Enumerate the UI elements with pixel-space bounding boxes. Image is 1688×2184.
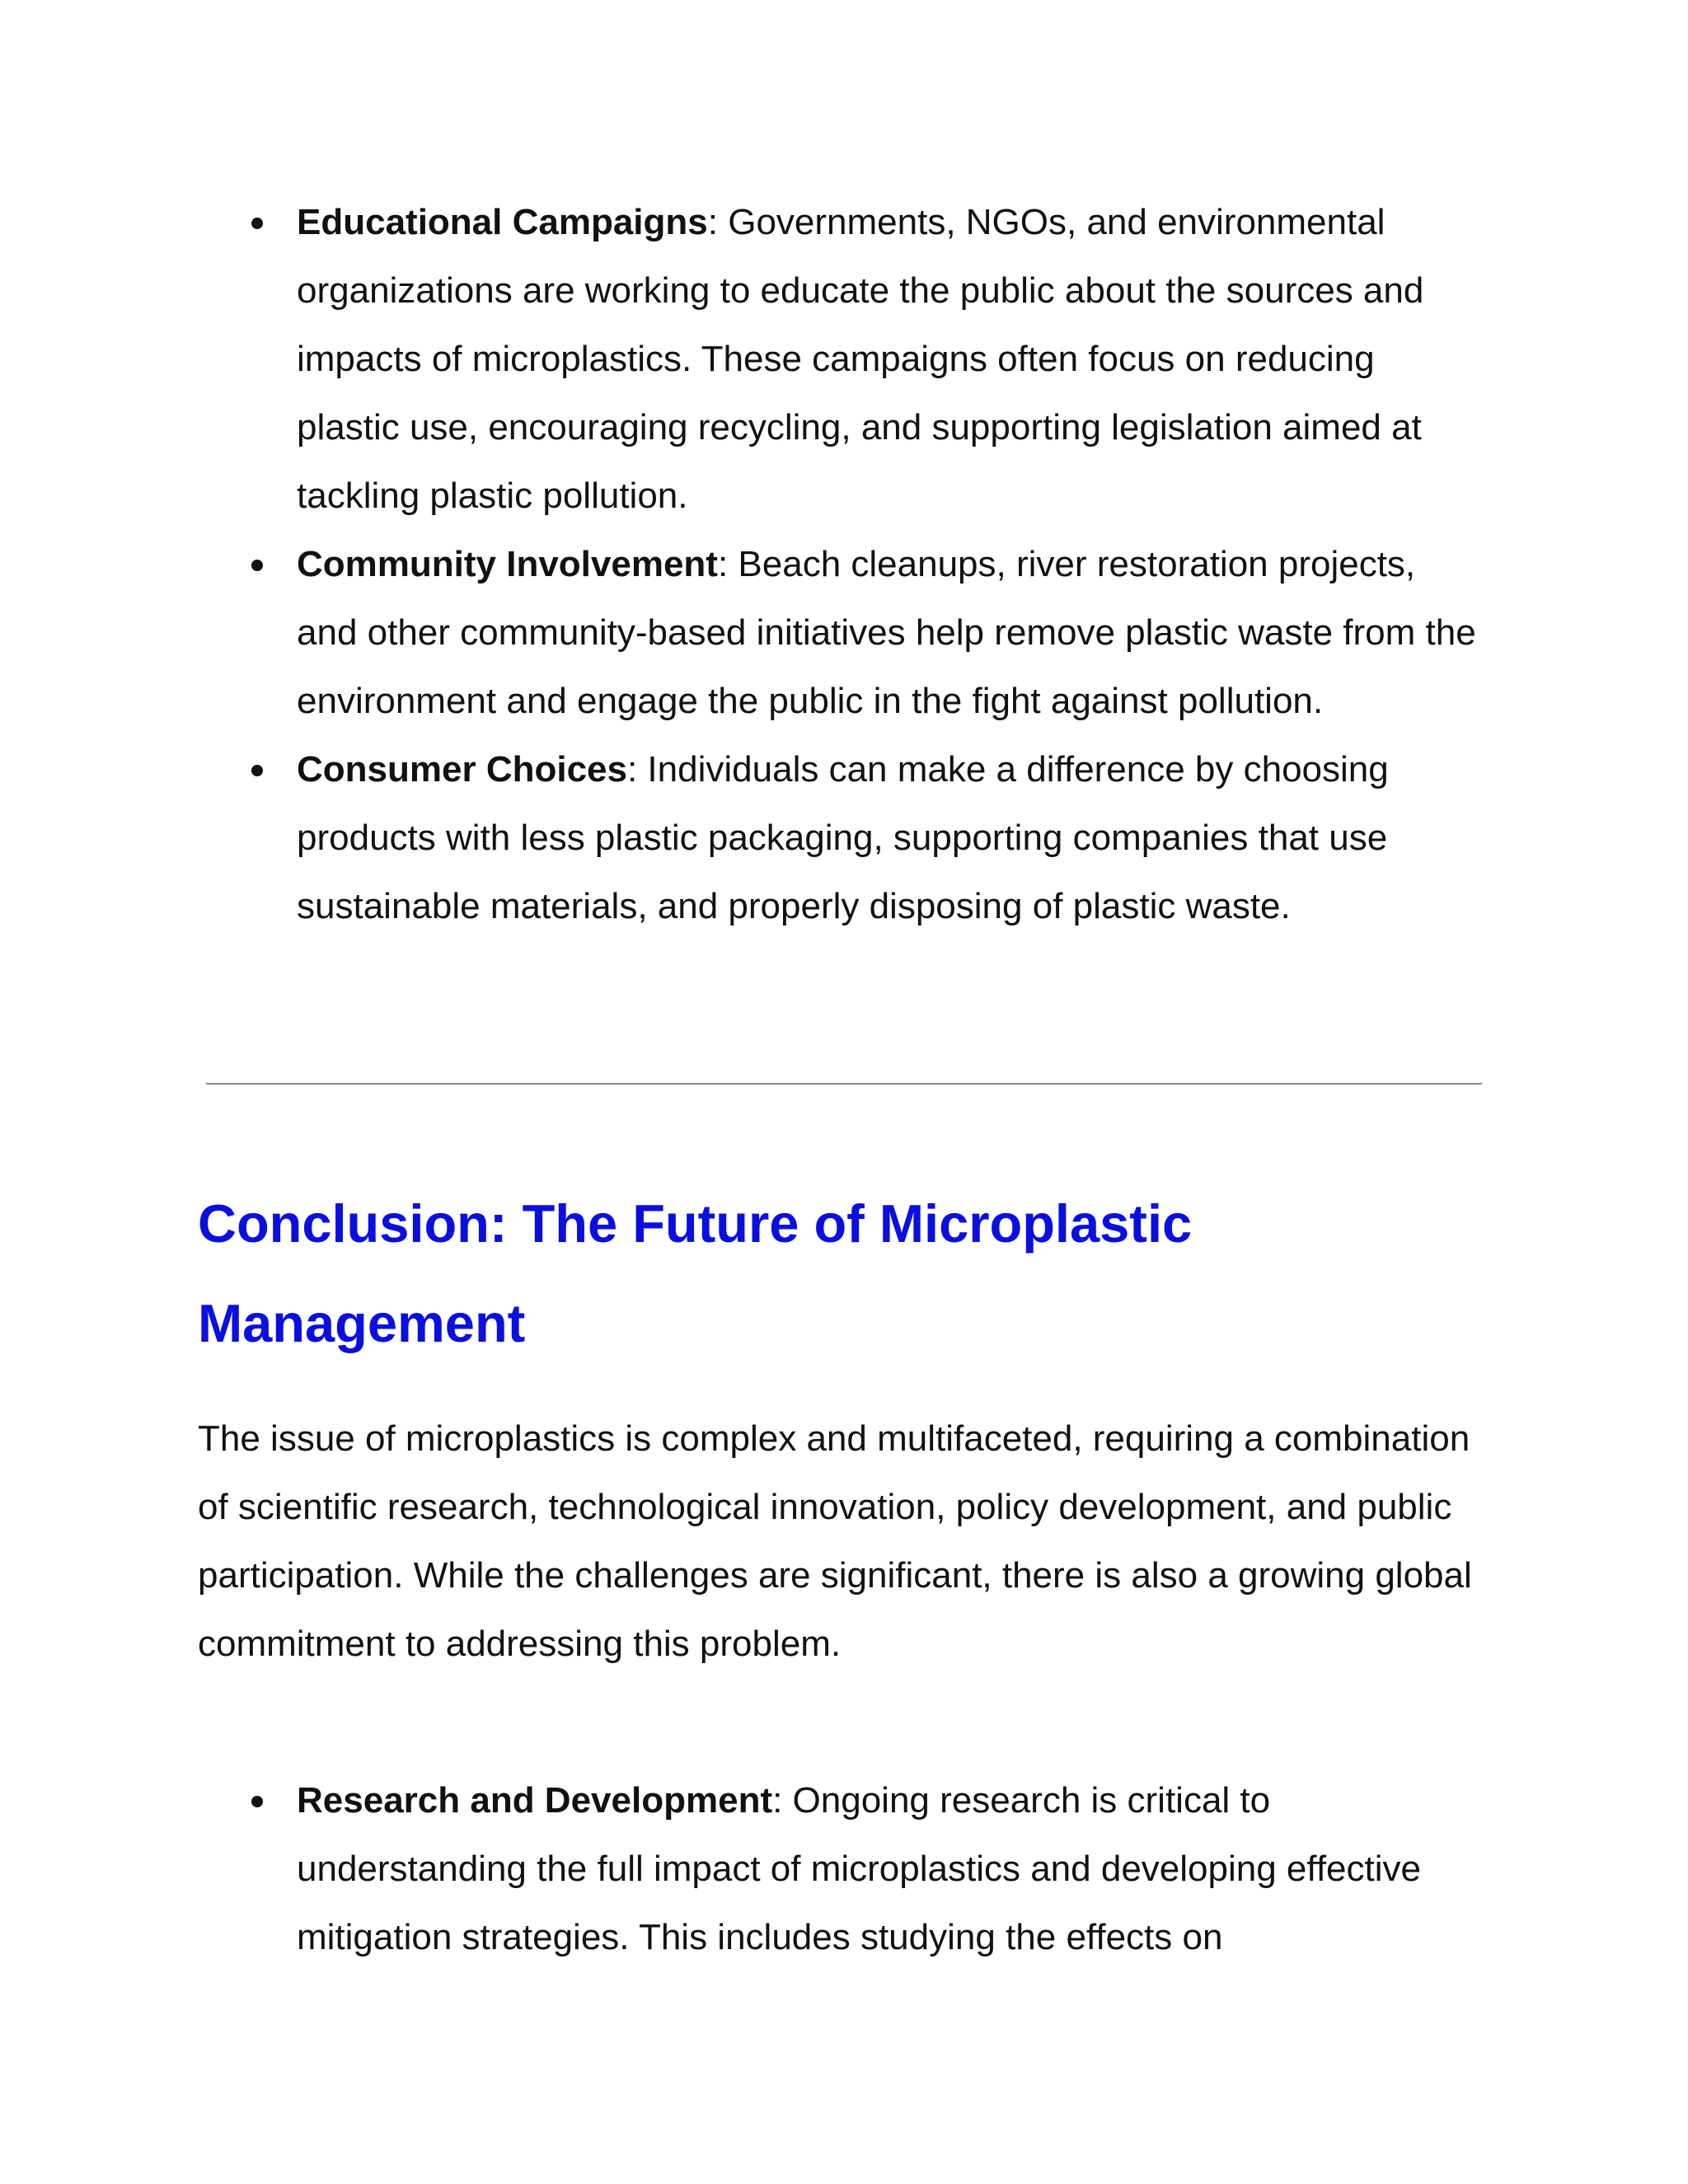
- section-heading: Conclusion: The Future of Microplastic Management: [198, 1193, 1193, 1353]
- list-item: [297, 188, 1484, 530]
- bullet-term: Community Involvement: [297, 544, 718, 584]
- bullet-dot-icon: [251, 560, 263, 571]
- bullet-term: Research and Development: [297, 1780, 773, 1821]
- section-divider: [206, 1083, 1482, 1085]
- body-paragraph: The issue of microplastics is complex and multifaceted, requiring a combination of scientific research, technological innovation, policy development, and public participation. While the challenges are significant, there is also a growing global commitment to addressing this problem.: [198, 1418, 1472, 1664]
- list-item: [297, 530, 1484, 735]
- bullet-text: : Governments, NGOs, and environmental organizations are working to educate the public about the sources and impacts of microplastics. These campaigns often focus on reducing plastic use, encouraging recycling, and supporting legislation aimed at tackling plastic pollution.: [297, 202, 1424, 516]
- bullet-term: Consumer Choices: [297, 749, 627, 790]
- bullet-text: : Individuals can make a difference by choosing products with less plastic packaging, supporting companies that use sustainable materials, and properly disposing of plastic waste.: [297, 749, 1389, 926]
- bullet-list-public-engagement: [297, 188, 1484, 940]
- bullet-text: : Beach cleanups, river restoration projects, and other community-based initiatives help remove plastic waste from the environment and engage the public in the fight against pollution.: [297, 544, 1476, 721]
- list-item: [297, 1766, 1484, 1971]
- bullet-dot-icon: [251, 218, 263, 229]
- bullet-dot-icon: [251, 1796, 263, 1807]
- bullet-text: : Ongoing research is critical to understanding the full impact of microplastics and developing effective mitigation strategies. This includes studying the effects on: [297, 1780, 1421, 1957]
- list-item: [297, 735, 1484, 940]
- bullet-list-future-actions: [297, 1766, 1484, 1971]
- bullet-term: Educational Campaigns: [297, 202, 708, 242]
- bullet-dot-icon: [251, 765, 263, 776]
